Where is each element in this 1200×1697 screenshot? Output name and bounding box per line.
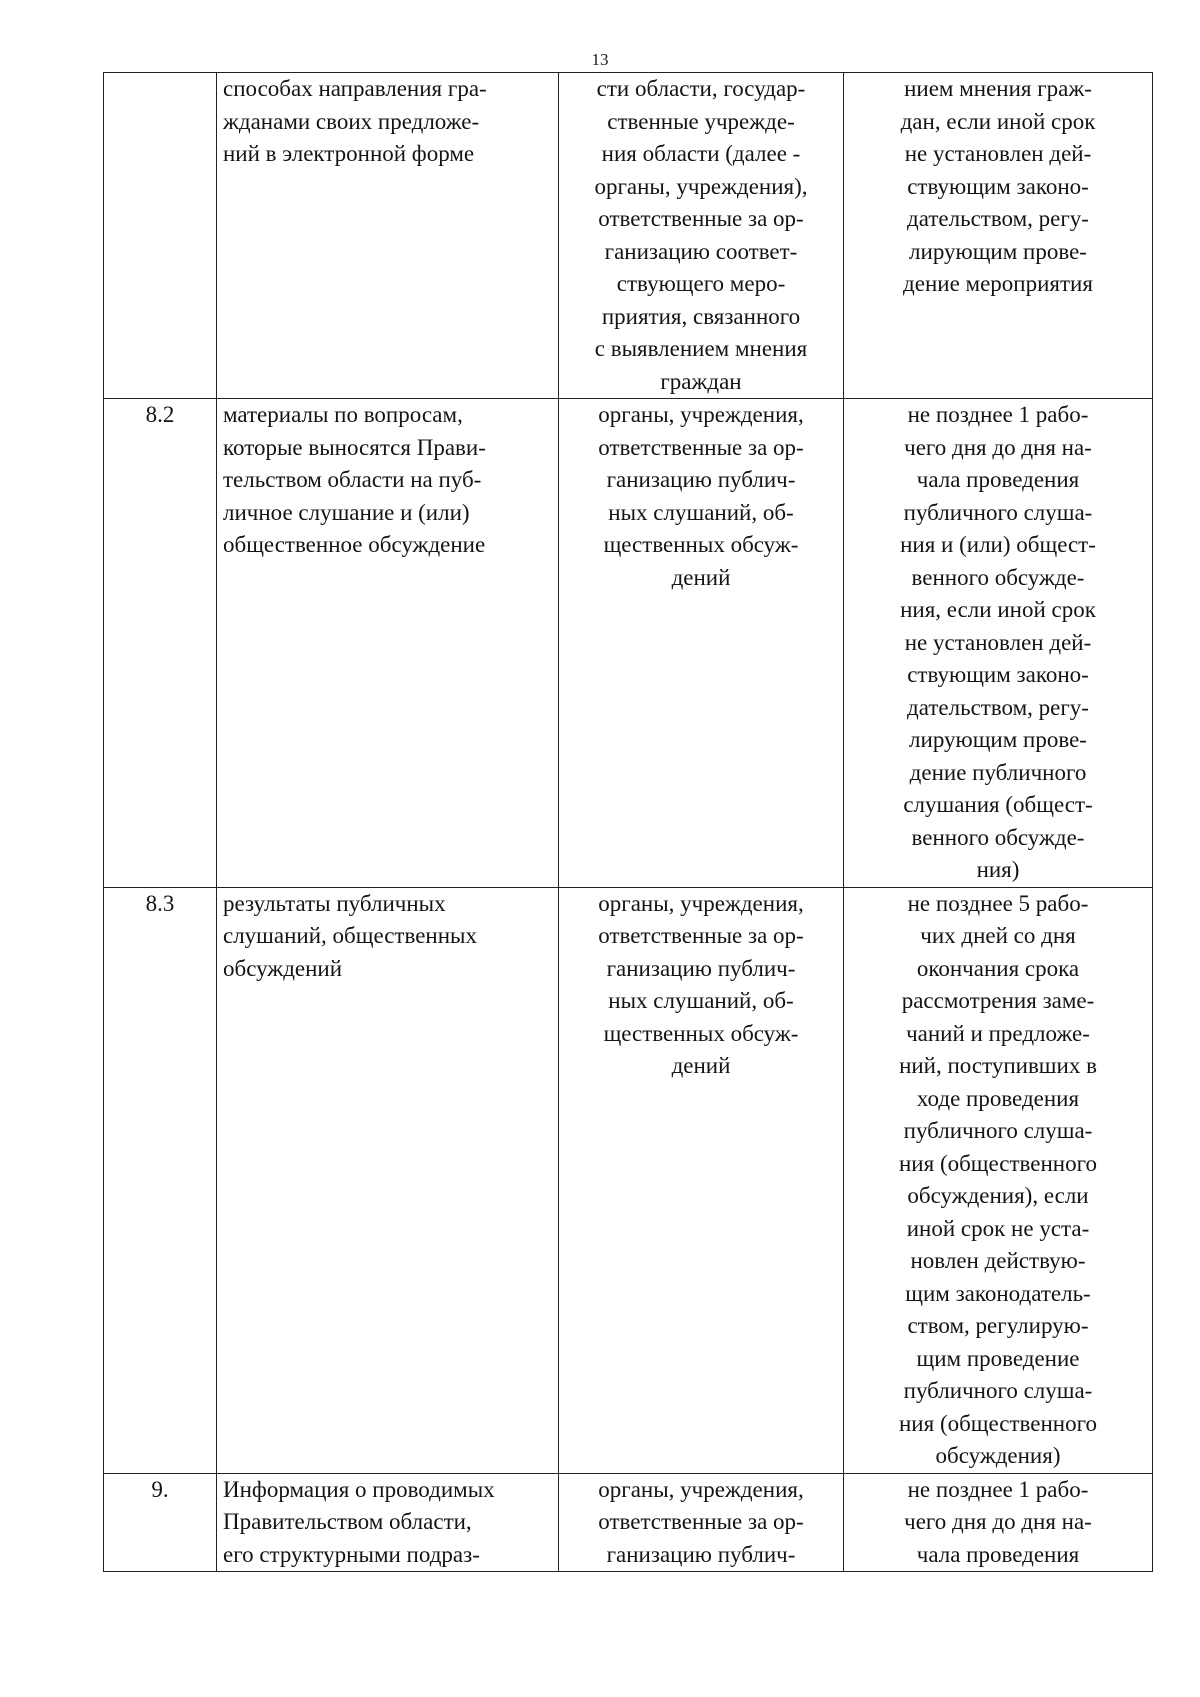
page-number: 13: [591, 50, 609, 69]
row-responsible: органы, учреждения, ответственные за ор- ганизацию публич- ных слушаний, об- щественных обсуж- дений: [559, 887, 844, 1473]
row-number: 8.3: [104, 887, 217, 1473]
row-deadline: нием мнения граж- дан, если иной срок не установлен дей- ствующим законо- дательством, регу- лирующим прове- дение мероприятия: [844, 73, 1153, 399]
table-row: [104, 887, 1153, 1473]
row-number: 9.: [104, 1473, 217, 1572]
document-table: [103, 72, 1153, 1572]
row-deadline: не позднее 1 рабо- чего дня до дня на- чала проведения публичного слуша- ния и (или) общест- венного обсужде- ния, если иной срок не установлен дей- ствующим законо- дательством, регу- лирующим прове- дение публичного слушания (общест- венного обсужде- ния): [844, 399, 1153, 888]
row-responsible: органы, учреждения, ответственные за ор- ганизацию публич-: [559, 1473, 844, 1572]
row-deadline: не позднее 1 рабо- чего дня до дня на- чала проведения: [844, 1473, 1153, 1572]
table-row: [104, 73, 1153, 399]
row-number: 8.2: [104, 399, 217, 888]
row-responsible: сти области, государ- ственные учрежде- ния области (далее - органы, учреждения), ответственные за ор- ганизацию соответ- ствующего меро- приятия, связанного с выявлением мнения граждан: [559, 73, 844, 399]
row-deadline: не позднее 5 рабо- чих дней со дня окончания срока рассмотрения заме- чаний и предложе- ний, поступивших в ходе проведения публичного слуша- ния (общественного обсуждения), если иной срок не уста- новлен действую- щим законодатель- ством, регулирую- щим проведение публичного слуша- ния (общественного обсуждения): [844, 887, 1153, 1473]
table-row: [104, 1473, 1153, 1572]
row-responsible: органы, учреждения, ответственные за ор- ганизацию публич- ных слушаний, об- щественных обсуж- дений: [559, 399, 844, 888]
table-row: [104, 399, 1153, 888]
row-subject: материалы по вопросам, которые выносятся Прави- тельством области на пуб- личное слушание и (или) общественное обсуждение: [217, 399, 559, 888]
row-subject: Информация о проводимых Правительством области, его структурными подраз-: [217, 1473, 559, 1572]
row-subject: результаты публичных слушаний, общественных обсуждений: [217, 887, 559, 1473]
row-number: [104, 73, 217, 399]
row-subject: способах направления гра- жданами своих предложе- ний в электронной форме: [217, 73, 559, 399]
